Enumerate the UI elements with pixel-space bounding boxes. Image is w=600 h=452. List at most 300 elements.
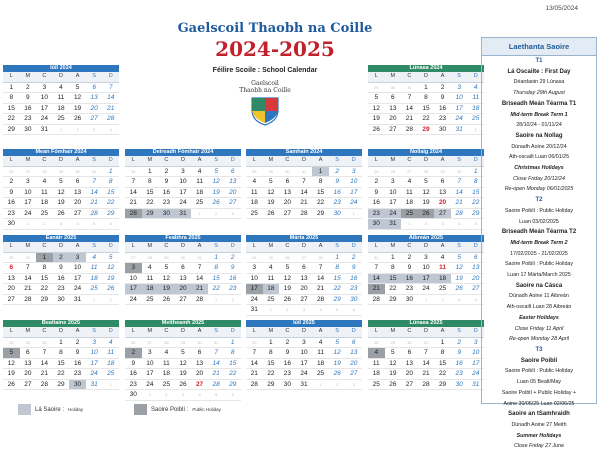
day-cell: 4 — [312, 338, 329, 349]
day-cell: 15 — [224, 359, 241, 370]
day-cell: 2 — [329, 167, 346, 178]
sidebar-line: Dúnadh Aoine 11 Aibreán — [509, 293, 569, 300]
weekday-header: M — [385, 72, 402, 83]
weekday-header: A — [69, 72, 86, 83]
day-cell: 12 — [418, 188, 435, 199]
school-year: 2024-2025 — [215, 37, 335, 61]
sidebar-line: Briseadh Meán Téarma T1 — [501, 100, 577, 107]
weekday-header: M — [142, 242, 159, 253]
weekday-header: D — [175, 327, 192, 338]
weekday-header: M — [20, 242, 37, 253]
day-cell: 6 — [175, 263, 192, 274]
day-cell: 28 — [191, 295, 208, 306]
weekday-header: M — [142, 327, 159, 338]
day-cell-adjacent: 28 — [36, 167, 53, 178]
day-cell: 10 — [142, 359, 159, 370]
sidebar-line: Luan 17 Márta/March 2025 — [507, 272, 571, 279]
weekday-header: D — [224, 327, 241, 338]
day-cell: 15 — [418, 104, 435, 115]
day-cell: 30 — [3, 219, 20, 230]
day-cell: 18 — [86, 274, 103, 285]
month-title: Lúnasa 2024 — [368, 65, 484, 72]
day-cell: 1 — [208, 253, 225, 264]
day-cell: 27 — [401, 380, 418, 391]
day-cell: 22 — [467, 198, 484, 209]
day-cell: 22 — [36, 284, 53, 295]
day-cell: 19 — [102, 274, 119, 285]
sidebar-line: Thursday 29th August — [513, 90, 565, 97]
day-cell: 28 — [86, 209, 103, 220]
day-cell: 13 — [191, 359, 208, 370]
month-mean-fomhair-2024 — [3, 149, 119, 230]
day-cell: 29 — [434, 380, 451, 391]
day-cell: 27 — [175, 295, 192, 306]
day-cell: 21 — [102, 104, 119, 115]
day-cell: 10 — [175, 177, 192, 188]
day-cell: 24 — [467, 369, 484, 380]
sidebar-line: Saoire an tSamhraidh — [508, 411, 570, 418]
sidebar-line: Close Friday 20/12/24 — [513, 175, 565, 182]
day-cell: 14 — [451, 188, 468, 199]
day-cell: 11 — [401, 188, 418, 199]
term-heading: T1 — [535, 58, 543, 64]
day-cell: 16 — [279, 359, 296, 370]
weekday-header: L — [125, 327, 142, 338]
weekday-header: M — [263, 156, 280, 167]
day-cell: 3 — [467, 338, 484, 349]
day-cell: 30 — [434, 125, 451, 136]
day-cell-adjacent: 3 — [53, 219, 70, 230]
weekday-header: L — [368, 72, 385, 83]
day-cell: 8 — [102, 177, 119, 188]
day-cell: 26 — [3, 380, 20, 391]
weekday-header: L — [246, 156, 263, 167]
logo-line-2: Thaobh na Coille — [239, 87, 291, 94]
day-cell: 31 — [246, 305, 263, 316]
day-cell: 18 — [434, 274, 451, 285]
day-cell: 31 — [296, 380, 313, 391]
day-cell: 11 — [36, 188, 53, 199]
school-crest-icon — [248, 96, 282, 126]
weekday-header: S — [451, 156, 468, 167]
day-cell-adjacent: 1 — [191, 209, 208, 220]
day-cell: 3 — [86, 338, 103, 349]
day-cell: 25 — [53, 114, 70, 125]
day-cell-adjacent: 28 — [418, 167, 435, 178]
day-cell: 25 — [246, 209, 263, 220]
day-cell: 4 — [191, 167, 208, 178]
month-meitheamh-2025 — [125, 320, 241, 401]
day-cell-adjacent: 27 — [401, 167, 418, 178]
day-cell: 26 — [385, 380, 402, 391]
day-cell: 17 — [69, 274, 86, 285]
day-cell: 26 — [368, 125, 385, 136]
day-cell-adjacent: 1 — [20, 219, 37, 230]
weekday-header: S — [329, 156, 346, 167]
day-cell: 17 — [125, 284, 142, 295]
day-cell: 3 — [36, 83, 53, 94]
day-cell: 16 — [224, 274, 241, 285]
day-cell: 6 — [279, 177, 296, 188]
day-cell: 5 — [263, 177, 280, 188]
logo-line-1: Gaelscoil — [251, 80, 279, 87]
day-cell: 2 — [451, 338, 468, 349]
day-cell: 26 — [102, 284, 119, 295]
day-cell-adjacent: 1 — [208, 295, 225, 306]
day-cell: 6 — [434, 177, 451, 188]
month-feabhra-2025 — [125, 235, 241, 305]
month-grid — [125, 242, 241, 305]
day-cell: 14 — [125, 188, 142, 199]
day-cell: 16 — [434, 104, 451, 115]
print-date: 13/05/2024 — [545, 5, 578, 12]
day-cell: 1 — [467, 167, 484, 178]
day-cell: 27 — [279, 209, 296, 220]
day-cell: 11 — [368, 359, 385, 370]
day-cell: 14 — [191, 274, 208, 285]
sidebar-line: Lá Oscailte : First Day — [507, 68, 571, 75]
day-cell: 8 — [329, 263, 346, 274]
day-cell: 12 — [208, 177, 225, 188]
day-cell: 4 — [246, 177, 263, 188]
day-cell-adjacent: 1 — [53, 125, 70, 136]
day-cell-adjacent: 5 — [208, 390, 225, 401]
day-cell: 25 — [36, 209, 53, 220]
weekday-header: S — [329, 327, 346, 338]
month-eanair-2025 — [3, 235, 119, 305]
day-cell: 4 — [263, 263, 280, 274]
day-cell-adjacent: 29 — [263, 167, 280, 178]
day-cell-adjacent: 26 — [279, 253, 296, 264]
day-cell: 28 — [401, 125, 418, 136]
day-cell: 8 — [263, 348, 280, 359]
day-cell: 17 — [36, 104, 53, 115]
day-cell: 26 — [175, 380, 192, 391]
weekday-header: D — [467, 327, 484, 338]
day-cell: 15 — [142, 188, 159, 199]
day-cell: 18 — [312, 359, 329, 370]
day-cell: 28 — [451, 209, 468, 220]
day-cell: 17 — [20, 198, 37, 209]
day-cell: 2 — [3, 177, 20, 188]
weekday-header: C — [158, 156, 175, 167]
day-cell: 2 — [279, 338, 296, 349]
day-cell: 9 — [53, 263, 70, 274]
term-heading: T2 — [535, 197, 543, 204]
day-cell: 30 — [345, 295, 362, 306]
weekday-header: L — [368, 156, 385, 167]
day-cell: 6 — [385, 93, 402, 104]
day-cell-adjacent: 31 — [296, 167, 313, 178]
weekday-header: A — [69, 156, 86, 167]
day-cell: 2 — [345, 253, 362, 264]
sidebar-line: Saoire Poiblí : Public Holiday — [504, 261, 573, 268]
day-cell-adjacent: 28 — [158, 338, 175, 349]
day-cell: 10 — [467, 348, 484, 359]
day-cell: 18 — [142, 284, 159, 295]
day-cell: 23 — [368, 209, 385, 220]
school-logo — [215, 80, 315, 126]
term-heading: T3 — [535, 346, 543, 353]
weekday-header: D — [296, 327, 313, 338]
day-cell: 16 — [368, 198, 385, 209]
day-cell: 19 — [385, 369, 402, 380]
day-cell: 4 — [158, 348, 175, 359]
day-cell-adjacent: 31 — [20, 253, 37, 264]
day-cell: 19 — [175, 369, 192, 380]
day-cell: 17 — [467, 359, 484, 370]
day-cell: 13 — [467, 263, 484, 274]
day-cell: 31 — [451, 125, 468, 136]
day-cell-adjacent: 30 — [69, 167, 86, 178]
weekday-header: L — [246, 242, 263, 253]
day-cell: 3 — [175, 167, 192, 178]
day-cell: 22 — [434, 369, 451, 380]
day-cell-adjacent: 3 — [434, 219, 451, 230]
sidebar-line: Re-open Monday 06/01/2025 — [504, 186, 574, 193]
day-cell: 28 — [368, 295, 385, 306]
weekday-header: L — [368, 327, 385, 338]
day-cell: 13 — [385, 104, 402, 115]
day-cell-adjacent: 6 — [345, 305, 362, 316]
sidebar-line: Luan 03/02/2025 — [519, 218, 559, 225]
day-cell: 23 — [3, 209, 20, 220]
day-cell: 7 — [36, 348, 53, 359]
day-cell: 18 — [191, 188, 208, 199]
day-cell-adjacent: 27 — [296, 253, 313, 264]
weekday-header: C — [158, 242, 175, 253]
day-cell: 31 — [86, 380, 103, 391]
day-cell: 1 — [263, 338, 280, 349]
day-cell: 19 — [69, 104, 86, 115]
day-cell: 27 — [86, 114, 103, 125]
weekday-header: S — [329, 242, 346, 253]
day-cell-adjacent: 30 — [385, 83, 402, 94]
school-name: Gaelscoil Thaobh na Coille — [177, 21, 373, 36]
day-cell: 15 — [329, 274, 346, 285]
day-cell: 8 — [208, 263, 225, 274]
month-grid — [246, 242, 362, 316]
day-cell: 14 — [418, 359, 435, 370]
day-cell: 27 — [191, 380, 208, 391]
day-cell-adjacent: 27 — [20, 167, 37, 178]
day-cell: 20 — [224, 188, 241, 199]
day-cell: 14 — [208, 359, 225, 370]
sidebar-line: Close Friday 27 June — [513, 443, 565, 450]
day-cell: 30 — [125, 390, 142, 401]
day-cell: 18 — [467, 104, 484, 115]
sidebar-line: Saoire Poiblí : Public Holiday — [504, 207, 573, 214]
day-cell: 20 — [175, 284, 192, 295]
day-cell: 7 — [125, 177, 142, 188]
weekday-header: A — [434, 242, 451, 253]
day-cell: 22 — [102, 198, 119, 209]
day-cell: 28 — [418, 380, 435, 391]
day-cell: 26 — [69, 114, 86, 125]
day-cell: 11 — [246, 188, 263, 199]
weekday-header: D — [418, 156, 435, 167]
day-cell: 19 — [208, 188, 225, 199]
day-cell: 30 — [20, 125, 37, 136]
weekday-header: S — [208, 327, 225, 338]
day-cell: 18 — [401, 198, 418, 209]
sidebar-line: Mid-term Break Term 2 — [510, 239, 568, 246]
day-cell: 28 — [312, 295, 329, 306]
day-cell: 27 — [20, 380, 37, 391]
day-cell: 4 — [53, 83, 70, 94]
sidebar-line: Dúnadh Aoine 20/12/24 — [511, 143, 567, 150]
day-cell: 24 — [20, 209, 37, 220]
weekday-header: D — [175, 156, 192, 167]
day-cell: 28 — [102, 114, 119, 125]
day-cell-adjacent: 3 — [345, 380, 362, 391]
day-cell: 9 — [401, 263, 418, 274]
day-cell: 5 — [102, 253, 119, 264]
day-cell: 15 — [434, 359, 451, 370]
day-cell: 3 — [69, 253, 86, 264]
day-cell: 28 — [208, 380, 225, 391]
day-cell: 2 — [401, 253, 418, 264]
day-cell-adjacent: 30 — [191, 338, 208, 349]
day-cell: 9 — [345, 263, 362, 274]
month-title: Samhain 2024 — [246, 149, 362, 156]
weekday-header: D — [418, 72, 435, 83]
day-cell: 21 — [36, 369, 53, 380]
day-cell: 3 — [246, 263, 263, 274]
day-cell: 21 — [368, 284, 385, 295]
day-cell: 4 — [401, 177, 418, 188]
day-cell: 13 — [434, 188, 451, 199]
day-cell: 28 — [20, 295, 37, 306]
weekday-header: C — [36, 327, 53, 338]
day-cell: 23 — [69, 369, 86, 380]
sidebar-line: Déardaoin 29 Lúnasa — [513, 79, 565, 86]
day-cell: 30 — [368, 219, 385, 230]
day-cell: 22 — [3, 114, 20, 125]
day-cell: 2 — [368, 177, 385, 188]
day-cell: 31 — [467, 380, 484, 391]
day-cell: 4 — [86, 253, 103, 264]
day-cell-adjacent: 1 — [142, 390, 159, 401]
weekday-header: D — [296, 242, 313, 253]
day-cell: 12 — [279, 274, 296, 285]
day-cell: 9 — [224, 263, 241, 274]
day-cell: 2 — [20, 83, 37, 94]
day-cell: 12 — [451, 263, 468, 274]
day-cell-adjacent: 30 — [279, 167, 296, 178]
day-cell: 8 — [312, 177, 329, 188]
day-cell-adjacent: 30 — [451, 167, 468, 178]
day-cell: 12 — [385, 359, 402, 370]
day-cell: 16 — [329, 188, 346, 199]
month-samhain-2024 — [246, 149, 362, 219]
day-cell: 6 — [296, 263, 313, 274]
day-cell-adjacent: 24 — [246, 253, 263, 264]
weekday-header: D — [345, 156, 362, 167]
legend-holiday — [18, 404, 83, 415]
month-aibrean-2025 — [368, 235, 484, 305]
day-cell: 17 — [142, 369, 159, 380]
day-cell-adjacent: 1 — [312, 380, 329, 391]
month-grid — [3, 72, 119, 135]
weekday-header: S — [451, 327, 468, 338]
sidebar-line: Saoire Poiblí : Public Holiday — [504, 368, 573, 375]
weekday-header: M — [20, 156, 37, 167]
day-cell: 17 — [385, 198, 402, 209]
day-cell: 13 — [224, 177, 241, 188]
day-cell: 15 — [53, 359, 70, 370]
day-cell: 11 — [53, 93, 70, 104]
day-cell: 21 — [191, 284, 208, 295]
sidebar-line: Saoire Poiblí — [520, 357, 558, 364]
weekday-header: C — [401, 242, 418, 253]
weekday-header: D — [467, 72, 484, 83]
day-cell-adjacent: 31 — [368, 253, 385, 264]
day-cell-adjacent: 3 — [224, 209, 241, 220]
weekday-header: D — [102, 327, 119, 338]
day-cell: 19 — [329, 359, 346, 370]
day-cell-adjacent: 2 — [102, 295, 119, 306]
weekday-header: A — [191, 327, 208, 338]
day-cell: 2 — [125, 348, 142, 359]
day-cell: 27 — [224, 198, 241, 209]
day-cell: 2 — [224, 253, 241, 264]
day-cell-adjacent: 29 — [434, 167, 451, 178]
day-cell: 22 — [385, 284, 402, 295]
day-cell-adjacent: 29 — [158, 253, 175, 264]
day-cell-adjacent: 3 — [175, 390, 192, 401]
day-cell: 5 — [418, 177, 435, 188]
day-cell-adjacent: 28 — [3, 338, 20, 349]
day-cell: 25 — [434, 284, 451, 295]
day-cell: 7 — [451, 177, 468, 188]
month-title: Bealtaine 2025 — [3, 320, 119, 327]
day-cell: 14 — [36, 359, 53, 370]
weekday-header: D — [224, 242, 241, 253]
day-cell: 10 — [246, 274, 263, 285]
day-cell: 1 — [36, 253, 53, 264]
day-cell: 12 — [102, 263, 119, 274]
day-cell: 24 — [246, 295, 263, 306]
day-cell: 3 — [418, 253, 435, 264]
day-cell: 15 — [263, 359, 280, 370]
day-cell: 8 — [53, 348, 70, 359]
day-cell: 22 — [142, 198, 159, 209]
day-cell-adjacent: 30 — [36, 338, 53, 349]
day-cell: 5 — [3, 348, 20, 359]
sidebar-line: Luan 05 Bealt/May — [516, 379, 562, 386]
day-cell: 31 — [385, 219, 402, 230]
weekday-header: M — [20, 327, 37, 338]
day-cell: 14 — [296, 188, 313, 199]
day-cell: 29 — [142, 209, 159, 220]
day-cell: 24 — [345, 198, 362, 209]
day-cell: 7 — [312, 263, 329, 274]
day-cell: 30 — [329, 209, 346, 220]
weekday-header: A — [434, 156, 451, 167]
day-cell: 12 — [53, 188, 70, 199]
day-cell: 20 — [401, 369, 418, 380]
weekday-header: D — [53, 327, 70, 338]
day-cell: 23 — [329, 198, 346, 209]
weekday-header: D — [345, 242, 362, 253]
day-cell: 19 — [263, 198, 280, 209]
day-cell: 21 — [418, 369, 435, 380]
day-cell: 9 — [3, 188, 20, 199]
day-cell: 2 — [434, 83, 451, 94]
day-cell: 28 — [246, 380, 263, 391]
day-cell-adjacent: 30 — [246, 338, 263, 349]
